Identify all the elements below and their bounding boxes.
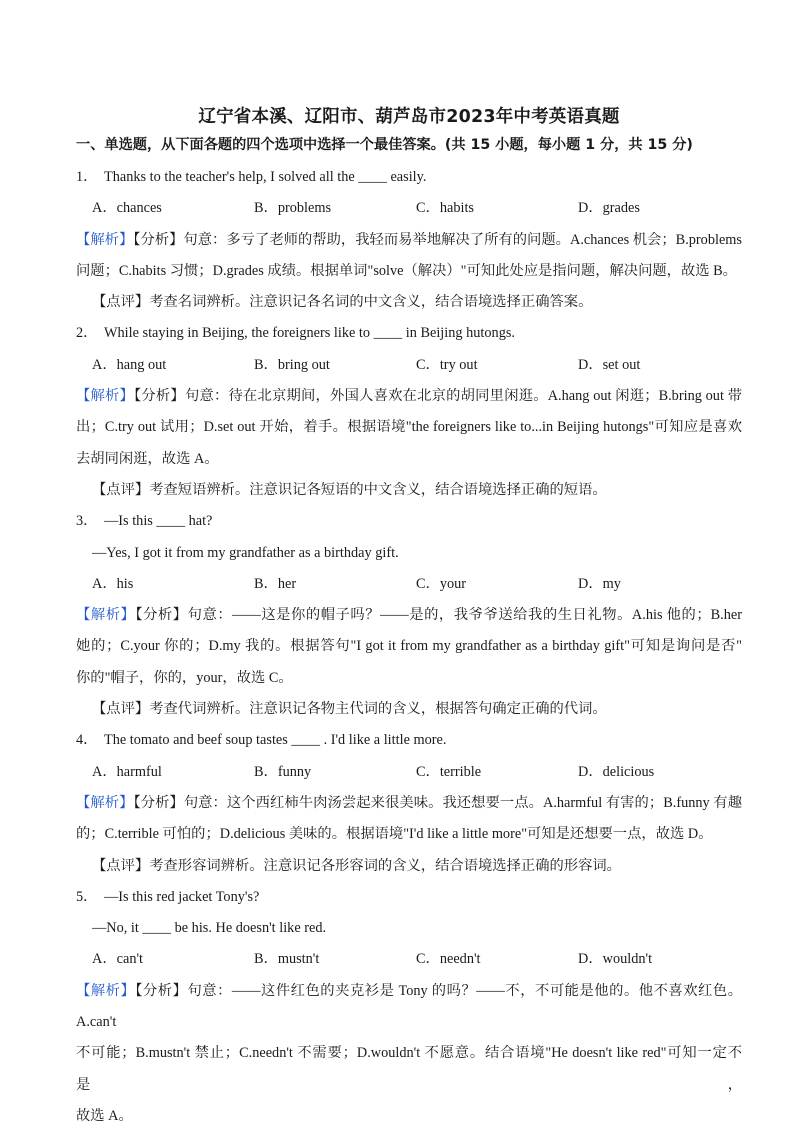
options-row (76, 350, 742, 381)
question-block (76, 318, 742, 506)
analysis-tag: 【解析】 (76, 231, 134, 248)
question-number: 1． (76, 169, 98, 185)
question-text: While staying in Beijing, the foreigners like to ____ in Beijing hutongs. (104, 325, 515, 342)
question-stem (76, 913, 742, 944)
comment-tag: 【点评】 (92, 294, 150, 311)
analysis-text: 出；C.try out 试用；D.set out 开始，着手。根据语境"the foreigners like to...in Beijing hutongs"可知应是喜欢 (76, 419, 742, 436)
question-block (76, 882, 742, 1132)
analysis-line (76, 1038, 742, 1101)
analysis-text: 句意：——这件红色的夹克衫是 Tony 的吗？——不，不可能是他的。他不喜欢红色。A.can't (76, 982, 743, 1031)
answer-option: B．bring out (254, 356, 330, 373)
analysis-tag: 【解析】 (76, 388, 135, 405)
options-row (76, 757, 742, 788)
answer-option: A．his (92, 575, 134, 592)
analysis-line (76, 1101, 742, 1132)
answer-option: D．set out (578, 356, 641, 373)
analysis-text: 句意：这个西红柿牛肉汤尝起来很美味。我还想要一点。A.harmful 有害的；B.funny 有趣 (183, 794, 742, 811)
question-block (76, 162, 742, 318)
answer-option: A．hang out (92, 356, 167, 373)
analysis-subtag: 【分析】 (133, 794, 184, 811)
analysis-text: 句意：待在北京期间，外国人喜欢在北京的胡同里闲逛。A.hang out 闲逛；B.bring out 带 (184, 388, 743, 405)
comment-text: 考查短语辨析。注意识记各短语的中文含义，结合语境选择正确的短语。 (149, 481, 607, 498)
question-text: Thanks to the teacher's help, I solved all the ____ easily. (104, 169, 427, 185)
analysis-text: 你的"帽子，你的，your，故选 C。 (76, 669, 293, 686)
question-block (76, 506, 742, 725)
options-row (76, 569, 742, 600)
comment-text: 考查形容词辨析。注意识记各形容词的含义，结合语境选择正确的形容词。 (149, 857, 621, 874)
analysis-tag: 【解析】 (76, 982, 136, 999)
analysis-line (76, 381, 742, 412)
answer-option: D．grades (578, 200, 640, 217)
options-row (76, 193, 742, 224)
comment-line (76, 475, 742, 506)
analysis-line (76, 663, 742, 694)
analysis-line (76, 225, 742, 256)
comment-line (76, 851, 742, 882)
question-stem (76, 538, 742, 569)
analysis-text: 不可能；B.mustn't 禁止；C.needn't 不需要；D.wouldn't 不愿意。结合语境"He doesn't like red"可知一定不是， (76, 1045, 742, 1093)
analysis-subtag: 【分析】 (135, 982, 188, 999)
answer-option: B．her (254, 575, 297, 592)
analysis-line (76, 976, 742, 1039)
answer-option: B．problems (254, 200, 332, 217)
analysis-subtag: 【分析】 (134, 388, 185, 405)
comment-line (76, 694, 742, 725)
answer-option: B．mustn't (254, 951, 320, 968)
question-text: The tomato and beef soup tastes ____ . I'd like a little more. (104, 732, 447, 749)
section-heading: 一、单选题，从下面各题的四个选项中选择一个最佳答案。(共 15 小题，每小题 1 分，共 15 分) (76, 137, 693, 153)
question-number: 4． (76, 732, 98, 749)
question-block (76, 725, 742, 881)
analysis-text: 句意：——这是你的帽子吗？——是的，我爷爷送给我的生日礼物。A.his 他的；B.her (187, 607, 742, 624)
analysis-text: 去胡同闲逛，故选 A。 (76, 450, 219, 467)
analysis-tag: 【解析】 (76, 794, 134, 811)
analysis-text: 问题；C.habits 习惯；D.grades 成绩。根据单词"solve（解决）"可知此处应是指问题，解决问题，故选 B。 (76, 262, 737, 279)
comment-text: 考查名词辨析。注意识记各名词的中文含义，结合语境选择正确答案。 (149, 294, 593, 311)
answer-option: D．my (578, 575, 621, 592)
analysis-subtag: 【分析】 (135, 607, 188, 624)
question-number: 2． (76, 325, 98, 342)
question-number: 5． (76, 888, 98, 905)
comment-line (76, 287, 742, 318)
analysis-line (76, 788, 742, 819)
analysis-line (76, 631, 742, 662)
comment-tag: 【点评】 (92, 481, 150, 498)
analysis-subtag: 【分析】 (133, 231, 184, 248)
analysis-line (76, 256, 742, 287)
comment-text: 考查代词辨析。注意识记各物主代词的含义，根据答句确定正确的代词。 (149, 701, 607, 718)
answer-option: C．needn't (416, 951, 481, 968)
comment-tag: 【点评】 (92, 857, 150, 874)
analysis-line (76, 819, 742, 850)
comment-tag: 【点评】 (92, 701, 150, 718)
answer-option: A．harmful (92, 763, 162, 780)
answer-option: A．can't (92, 951, 144, 968)
analysis-line (76, 412, 742, 443)
options-row (76, 944, 742, 975)
question-stem (76, 725, 742, 756)
analysis-line (76, 444, 742, 475)
question-number: 3． (76, 513, 98, 530)
question-text: —Yes, I got it from my grandfather as a birthday gift. (92, 544, 399, 561)
answer-option: C．habits (416, 200, 474, 217)
analysis-text: 故选 A。 (76, 1107, 133, 1124)
analysis-text: 她的；C.your 你的；D.my 我的。根据答句"I got it from my grandfather as a birthday gift"可知是询问是否" (76, 638, 742, 655)
document-title: 辽宁省本溪、辽阳市、葫芦岛市2023年中考英语真题 (198, 107, 620, 127)
analysis-line (76, 600, 742, 631)
answer-option: A．chances (92, 200, 162, 217)
question-stem (76, 882, 742, 913)
question-text: —No, it ____ be his. He doesn't like red. (92, 920, 327, 937)
question-list (76, 162, 742, 1132)
question-text: —Is this red jacket Tony's? (104, 888, 260, 905)
answer-option: C．your (416, 575, 467, 592)
answer-option: B．funny (254, 763, 312, 780)
question-stem (76, 506, 742, 537)
answer-option: D．wouldn't (578, 951, 653, 968)
answer-option: D．delicious (578, 763, 655, 780)
question-text: —Is this ____ hat? (104, 513, 213, 530)
analysis-text: 句意：多亏了老师的帮助，我轻而易举地解决了所有的问题。A.chances 机会；B.problems (183, 231, 742, 248)
analysis-text: 的；C.terrible 可怕的；D.delicious 美味的。根据语境"I'd like a little more"可知是还想要一点，故选 D。 (76, 826, 713, 843)
answer-option: C．try out (416, 356, 478, 373)
analysis-tag: 【解析】 (76, 607, 136, 624)
question-stem (76, 318, 742, 349)
question-stem (76, 162, 742, 193)
answer-option: C．terrible (416, 763, 482, 780)
